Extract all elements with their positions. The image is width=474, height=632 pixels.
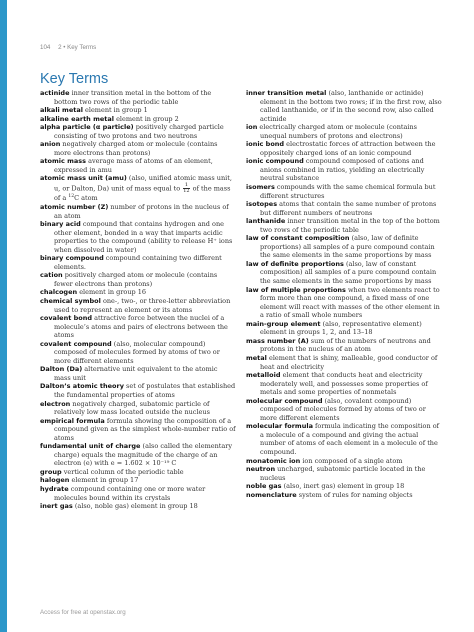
glossary-definition: C atom: [74, 194, 98, 203]
glossary-term: metalloid: [246, 371, 281, 380]
glossary-definition: attractive force between the nuclei of a molecule’s atoms and pairs of electrons between the atoms: [54, 314, 228, 340]
glossary-definition: number of protons in the nucleus of an atom: [54, 202, 229, 220]
glossary-entry: [40, 476, 236, 485]
glossary-term: inert gas: [40, 502, 73, 511]
glossary-term: inner transition metal: [246, 89, 327, 97]
glossary-entry: [40, 314, 236, 340]
glossary-entry: [246, 397, 442, 423]
glossary-definition: average mass of atoms of an element, expressed in amu: [54, 157, 213, 174]
glossary-definition: electrostatic forces of attraction between the oppositely charged ions of an ionic compound: [260, 140, 436, 157]
glossary-definition: atoms that contain the same number of protons but different numbers of neutrons: [260, 200, 437, 217]
glossary-term: law of constant composition: [246, 234, 350, 243]
glossary-definition: (also, lanthanide or actinide) element in the bottom two rows; if in the first row, also called lanthanide, or if in the second row, also called actinide: [260, 89, 442, 123]
glossary-term: alkali metal: [40, 106, 83, 115]
glossary-entry: [40, 442, 236, 468]
glossary-entry: [40, 157, 236, 174]
glossary-entry: [246, 337, 442, 354]
glossary-definition: sum of the numbers of neutrons and protons in the nucleus of an atom: [260, 336, 431, 354]
glossary-definition: compound that contains hydrogen and one other element, bonded in a way that imparts acidic properties to the compound (ability to release H⁺ ions when dissolved in water): [54, 220, 233, 254]
glossary-term: group: [40, 467, 62, 476]
glossary-definition: negatively charged, subatomic particle of relatively low mass located outside the nucleus: [54, 399, 210, 417]
glossary-term: electron: [40, 399, 71, 408]
glossary-entry: [246, 491, 442, 500]
glossary-term: alpha particle (α particle): [40, 123, 134, 132]
glossary-term: anion: [40, 140, 61, 149]
chapter-label: 2 • Key Terms: [58, 44, 97, 51]
glossary-term: atomic mass: [40, 157, 86, 166]
glossary-term: noble gas: [246, 482, 282, 491]
glossary-definition: element in group 2: [116, 114, 179, 123]
glossary-definition: formula showing the composition of a compound given as the simplest whole-number ratio of atoms: [54, 416, 236, 442]
glossary-entry: [246, 260, 442, 286]
glossary-definition: (also, covalent compound) composed of molecules formed by atoms of two or more different elements: [260, 396, 426, 422]
glossary-entry: [40, 174, 236, 203]
glossary-term: isomers: [246, 183, 275, 192]
glossary-entry: [246, 200, 442, 217]
glossary-entry: [40, 140, 236, 157]
fraction-denominator: 12: [183, 188, 190, 195]
glossary-definition: (also called the elementary charge) equals the magnitude of the charge of an electron (e) with e = 1.602 × 10⁻¹⁹ C: [54, 442, 233, 468]
glossary-definition: (also, law of definite proportions) all samples of a pure compound contain the same elements in the same proportions by mass: [260, 234, 435, 260]
glossary-entry: [40, 220, 236, 254]
glossary-definition: element in group 17: [71, 476, 139, 485]
glossary-term: ionic bond: [246, 140, 285, 149]
glossary-entry: [246, 183, 442, 200]
glossary-term: molecular formula: [246, 422, 313, 431]
glossary-entry: [246, 140, 442, 157]
glossary-definition: inner transition metal in the bottom of the bottom two rows of the periodic table: [54, 89, 212, 106]
glossary-term: binary compound: [40, 254, 104, 263]
glossary-entry: [40, 502, 236, 511]
glossary-definition: (also, law of constant composition) all samples of a pure compound contain the same elements in the same proportions by mass: [260, 259, 437, 286]
glossary-term: law of multiple proportions: [246, 285, 346, 294]
glossary-term: alkaline earth metal: [40, 114, 114, 123]
glossary-entry: [40, 271, 236, 288]
glossary-definition: one-, two-, or three-letter abbreviation used to represent an element or its atoms: [54, 296, 231, 314]
glossary-term: covalent bond: [40, 314, 92, 323]
glossary-entry: [246, 320, 442, 337]
glossary-definition: vertical column of the periodic table: [63, 467, 184, 476]
glossary-definition: of the mass of a: [54, 184, 231, 203]
glossary-definition: element that is shiny, malleable, good conductor of heat and electricity: [260, 353, 438, 371]
glossary-term: empirical formula: [40, 416, 105, 425]
glossary-definition: (also, molecular compound) composed of molecules formed by atoms of two or more different elements: [54, 339, 220, 365]
glossary-term: metal: [246, 353, 267, 362]
glossary-entry: [40, 123, 236, 140]
terms-column-right: [246, 89, 442, 499]
glossary-entry: [40, 417, 236, 443]
glossary-entry: [246, 234, 442, 260]
glossary-definition: alternative unit equivalent to the atomic mass unit: [54, 365, 218, 382]
glossary-definition: set of postulates that established the fundamental properties of atoms: [54, 382, 236, 399]
glossary-entry: [40, 297, 236, 314]
glossary-term: neutron: [246, 465, 276, 474]
glossary-entry: [40, 254, 236, 271]
glossary-entry: [40, 468, 236, 477]
glossary-term: binary acid: [40, 220, 81, 229]
glossary-entry: [40, 340, 236, 366]
glossary-entry: [246, 482, 442, 491]
glossary-term: atomic number (Z): [40, 202, 109, 211]
glossary-definition: electrically charged atom or molecule (contains unequal numbers of protons and electrons): [259, 123, 417, 140]
glossary-term: lanthanide: [246, 217, 286, 226]
glossary-entry: [40, 400, 236, 417]
glossary-term: isotopes: [246, 200, 278, 209]
fraction-numerator: 1: [184, 182, 188, 189]
glossary-entry: [246, 422, 442, 456]
glossary-entry: [40, 203, 236, 220]
glossary-term: covalent compound: [40, 339, 112, 348]
glossary-term: chemical symbol: [40, 296, 101, 305]
glossary-definition: uncharged, subatomic particle located in the nucleus: [260, 465, 426, 482]
glossary-term: nomenclature: [246, 490, 297, 499]
fraction: [183, 183, 189, 194]
page-title: Key Terms: [40, 71, 109, 87]
glossary-definition: positively charged particle consisting of two protons and two neutrons: [54, 123, 224, 140]
glossary-term: atomic mass unit (amu): [40, 174, 127, 183]
glossary-entry: [40, 485, 236, 502]
glossary-definition: (also, noble gas) element in group 18: [74, 502, 198, 511]
glossary-term: actinide: [40, 89, 70, 97]
glossary-term: monatomic ion: [246, 456, 301, 465]
accent-sidebar: [0, 0, 7, 632]
glossary-definition: inner transition metal in the top of the bottom two rows of the periodic table: [260, 217, 440, 234]
glossary-term: chalcogen: [40, 288, 78, 297]
glossary-term: molecular compound: [246, 396, 323, 405]
glossary-definition: negatively charged atom or molecule (contains more electrons than protons): [54, 140, 218, 157]
glossary-definition: compound containing one or more water molecules bound within its crystals: [54, 485, 206, 502]
glossary-definition: compound containing two different elements.: [54, 254, 222, 271]
glossary-term: ion: [246, 123, 258, 132]
glossary-definition: ion composed of a single atom: [302, 456, 403, 465]
glossary-term: main-group element: [246, 319, 321, 328]
glossary-term: ionic compound: [246, 157, 304, 166]
glossary-term: Dalton’s atomic theory: [40, 382, 124, 391]
glossary-definition: (also, representative element) element in groups 1, 2, and 13–18: [260, 319, 422, 337]
terms-column-left: [40, 89, 236, 511]
glossary-entry: [246, 354, 442, 371]
glossary-definition: (also, inert gas) element in group 18: [283, 482, 405, 491]
glossary-entry: [246, 457, 442, 466]
glossary-definition: system of rules for naming objects: [298, 490, 413, 499]
glossary-definition: element in group 16: [79, 288, 147, 297]
glossary-entry: [40, 89, 236, 106]
glossary-entry: [40, 382, 236, 399]
glossary-definition: element in group 1: [85, 106, 148, 115]
glossary-definition: positively charged atom or molecule (contains fewer electrons than protons): [54, 271, 218, 288]
glossary-definition: formula indicating the composition of a molecule of a compound and giving the actual number of atoms of each element in a molecule of the compound.: [260, 422, 440, 456]
footer-note: Access for free at openstax.org: [40, 609, 126, 616]
glossary-definition: when two elements react to form more than one compound, a fixed mass of one element will react with masses of the other element in a ratio of small whole numbers: [260, 285, 440, 320]
glossary-entry: [40, 365, 236, 382]
glossary-entry: [246, 89, 442, 123]
glossary-term: law of definite proportions: [246, 259, 344, 268]
glossary-definition: element that conducts heat and electricity moderately well, and possesses some properties of metals and some properties of nonmetals: [260, 371, 428, 397]
superscript: 12: [68, 194, 75, 200]
glossary-entry: [246, 123, 442, 140]
glossary-entry: [246, 286, 442, 320]
glossary-term: mass number (A): [246, 336, 309, 345]
glossary-definition: compound composed of cations and anions combined in ratios, yielding an electrically neutral substance: [260, 157, 425, 183]
glossary-term: halogen: [40, 476, 70, 485]
glossary-term: cation: [40, 271, 63, 280]
page-header: [40, 44, 96, 51]
glossary-entry: [40, 115, 236, 124]
glossary-entry: [40, 106, 236, 115]
glossary-term: fundamental unit of charge: [40, 442, 141, 451]
glossary-entry: [246, 157, 442, 183]
page-number: 104: [40, 44, 51, 51]
glossary-definition: compounds with the same chemical formula but different structures: [260, 183, 436, 200]
glossary-term: hydrate: [40, 485, 69, 494]
glossary-entry: [40, 288, 236, 297]
glossary-term: Dalton (Da): [40, 365, 83, 374]
glossary-entry: [246, 371, 442, 397]
glossary-entry: [246, 465, 442, 482]
glossary-definition: (also, unified atomic mass unit, u, or Dalton, Da) unit of mass equal to: [54, 174, 232, 193]
glossary-entry: [246, 217, 442, 234]
